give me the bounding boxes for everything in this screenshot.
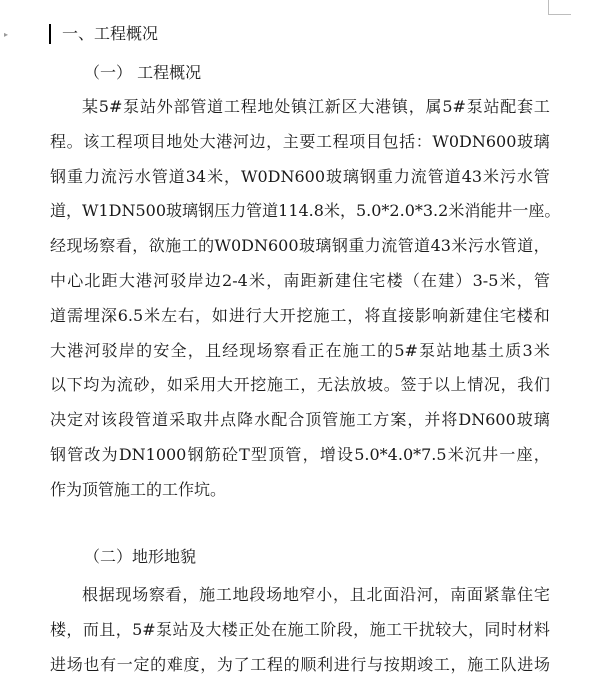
paragraph-line: 大 港 河 驳 岸 的 安 全 ， 且 经 现 场 察 看 正 在 施 工 的 5# 泵 站 地 基 土 质 3 米: [50, 340, 550, 360]
paragraph-line: 道 需 埋 深 6.5 米 左 右 ， 如 进 行 大 开 挖 施 工 ， 将 直 接 影 响 新 建 住 宅 楼 和: [50, 305, 550, 325]
paragraph-line: 作为顶管施工的工作坑。: [50, 479, 227, 499]
paragraph-line: 楼 ， 而 且 ， 5# 泵 站 及 大 楼 正 处 在 施 工 阶 段 ， 施 工 干 扰 较 大 ， 同 时 材 料: [50, 619, 550, 639]
heading-level1: 一、工程概况: [62, 24, 159, 43]
section2-paragraph: [50, 578, 550, 682]
paragraph-line: 根 据 现 场 察 看 ， 施 工 地 段 场 地 窄 小 ， 且 北 面 沿 河 ， 南 面 紧 靠 住 宅: [82, 585, 550, 604]
paragraph-line: 进 场 也 有 一 定 的 难 度 ， 为 了 工 程 的 顺 利 进 行 与 按 期 竣 工 ， 施 工 队 进 场: [50, 654, 550, 674]
paragraph-line: 经 现 场 察 看 ， 欲 施 工 的 W0DN600 玻 璃 钢 重 力 流 管 道 43 米 污 水 管 道 ，: [50, 236, 550, 256]
paragraph-line: 钢 重 力 流 污 水 管 道 34 米 ， W0DN600 玻 璃 钢 重 力 流 管 道 43 米 污 水 管: [50, 166, 550, 186]
paragraph-line: 道 ， W1DN500 玻 璃 钢 压 力 管 道 114.8 米 ， 5.0*2.0*3.2 米 消 能 井 一 座 。: [50, 201, 561, 221]
paragraph-line: 钢 管 改 为 DN1000 钢 筋 砼 T 型 顶 管 ， 增 设 5.0*4.0*7.5 米 沉 井 一 座 ，: [50, 444, 550, 464]
section1-paragraph: [50, 90, 561, 508]
page-corner-mark: [548, 0, 571, 15]
paragraph-line: 决 定 对 该 段 管 道 采 取 井 点 降 水 配 合 顶 管 施 工 方 案 ， 并 将 DN600 玻 璃: [50, 410, 550, 430]
section1-heading: （一） 工程概况: [84, 63, 202, 82]
paragraph-line: 以 下 均 为 流 砂 ， 如 采 用 大 开 挖 施 工 ， 无 法 放 坡 。 签 于 以 上 情 况 ， 我 们: [50, 375, 550, 395]
section2-heading: （二）地形地貌: [84, 547, 197, 566]
paragraph-line: 程 。 该 工 程 项 目 地 处 大 港 河 边 ， 主 要 工 程 项 目 包 括 ： W0DN600 玻 璃: [50, 131, 550, 151]
paragraph-line: 中 心 北 距 大 港 河 驳 岸 边 2-4 米 ， 南 距 新 建 住 宅 楼 （ 在 建 ） 3-5 米 ， 管: [50, 270, 550, 290]
text-cursor: [49, 24, 51, 44]
collapse-arrow-icon[interactable]: ▸: [4, 30, 9, 39]
paragraph-line: 某 5# 泵 站 外 部 管 道 工 程 地 处 镇 江 新 区 大 港 镇 ， 属 5# 泵 站 配 套 工: [82, 97, 550, 116]
